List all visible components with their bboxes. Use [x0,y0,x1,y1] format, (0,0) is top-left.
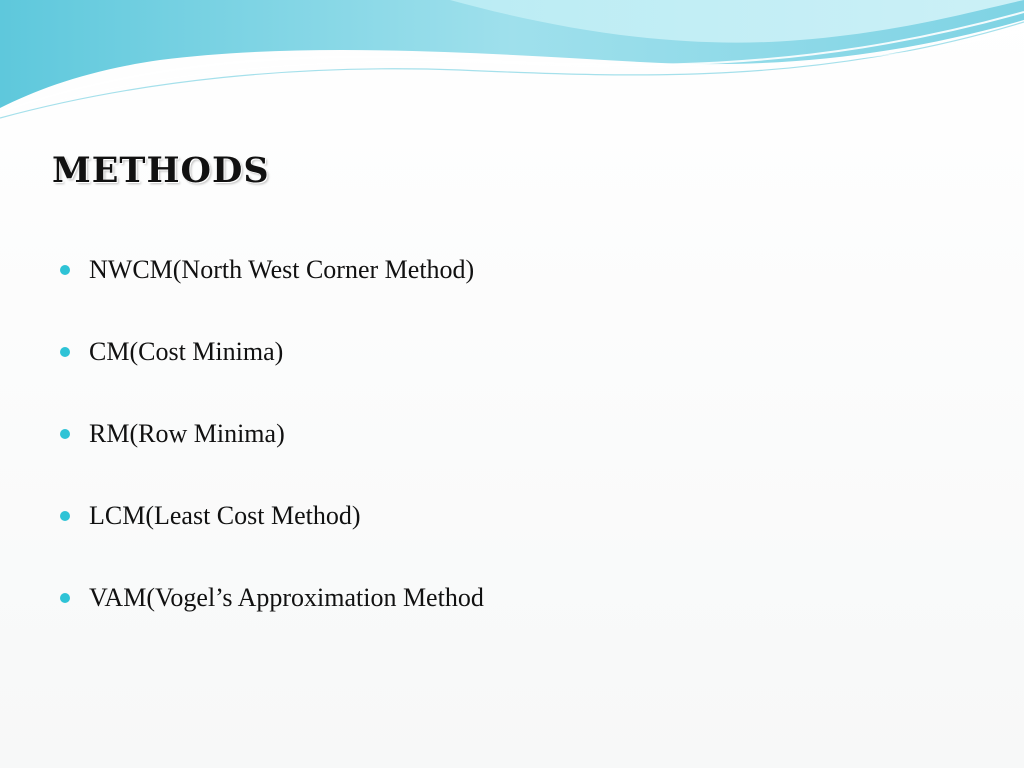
header-wave-decoration [0,0,1024,130]
list-item [60,334,484,416]
bullet-text: LCM(Least Cost Method) [89,501,361,530]
slide-title: methods [52,135,270,194]
list-item [60,498,484,580]
bullet-text: RM(Row Minima) [89,419,285,448]
list-item [60,252,484,334]
list-item [60,580,484,662]
bullet-text: CM(Cost Minima) [89,337,284,366]
bullet-dot-icon [60,265,70,275]
bullet-list [60,252,484,662]
bullet-text: NWCM(North West Corner Method) [89,255,475,284]
list-item [60,416,484,498]
bullet-dot-icon [60,347,70,357]
bullet-dot-icon [60,593,70,603]
bullet-text: VAM(Vogel’s Approximation Method [89,583,484,612]
bullet-dot-icon [60,511,70,521]
bullet-dot-icon [60,429,70,439]
